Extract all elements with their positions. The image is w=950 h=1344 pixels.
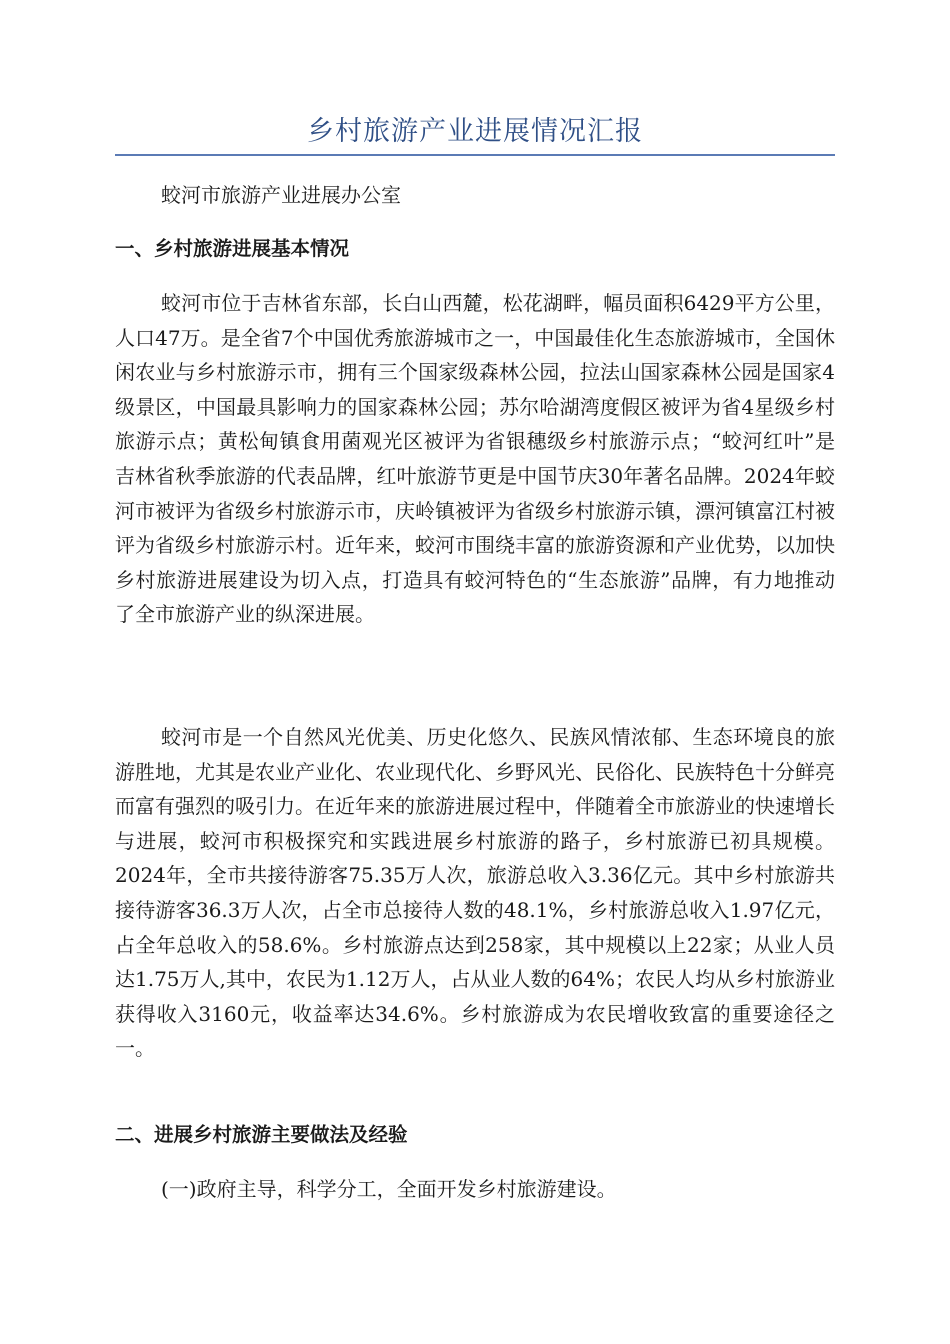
section-2-heading: 二、进展乡村旅游主要做法及经验 (115, 1123, 408, 1146)
section-1-paragraph-1: 蛟河市位于吉林省东部，长白山西麓，松花湖畔，幅员面积6429平方公里，人口47万。是全省7个中国优秀旅游城市之一，中国最佳化生态旅游城市，全国休闲农业与乡村旅游示市，拥有三个国家级森林公园，拉法山国家森林公园是国家4级景区，中国最具影响力的国家森林公园；苏尔哈湖湾度假区被评为省4星级乡村旅游示点；黄松甸镇食用菌观光区被评为省银穗级乡村旅游示点；“蛟河红叶”是吉林省秋季旅游的代表品牌，红叶旅游节更是中国节庆30年著名品牌。2024年蛟河市被评为省级乡村旅游示市，庆岭镇被评为省级乡村旅游示镇，漂河镇富江村被评为省级乡村旅游示村。近年来，蛟河市围绕丰富的旅游资源和产业优势，以加快乡村旅游进展建设为切入点，打造具有蛟河特色的“生态旅游”品牌，有力地推动了全市旅游产业的纵深进展。 (115, 291, 835, 627)
section-1-paragraph-2: 蛟河市是一个自然风光优美、历史化悠久、民族风情浓郁、生态环境良的旅游胜地，尤其是农业产业化、农业现代化、乡野风光、民俗化、民族特色十分鲜亮而富有强烈的吸引力。在近年来的旅游进展过程中，伴随着全市旅游业的快速增长与进展，蛟河市积极探究和实践进展乡村旅游的路子，乡村旅游已初具规模。2024年，全市共接待游客75.35万人次，旅游总收入3.36亿元。其中乡村旅游共接待游客36.3万人次，占全市总接待人数的48.1%，乡村旅游总收入1.97亿元，占全年总收入的58.6%。乡村旅游点达到258家，其中规模以上22家；从业人员达1.75万人,其中，农民为1.12万人，占从业人数的64%；农民人均从乡村旅游业获得收入3160元，收益率达34.6%。乡村旅游成为农民增收致富的重要途径之一。 (115, 725, 835, 1061)
title-underline (115, 154, 835, 156)
section-1-heading: 一、乡村旅游进展基本情况 (115, 237, 350, 260)
organization-line: 蛟河市旅游产业进展办公室 (161, 183, 401, 207)
document-title: 乡村旅游产业进展情况汇报 (307, 116, 643, 147)
section-2-subheading-1: (一)政府主导，科学分工，全面开发乡村旅游建设。 (161, 1177, 617, 1201)
